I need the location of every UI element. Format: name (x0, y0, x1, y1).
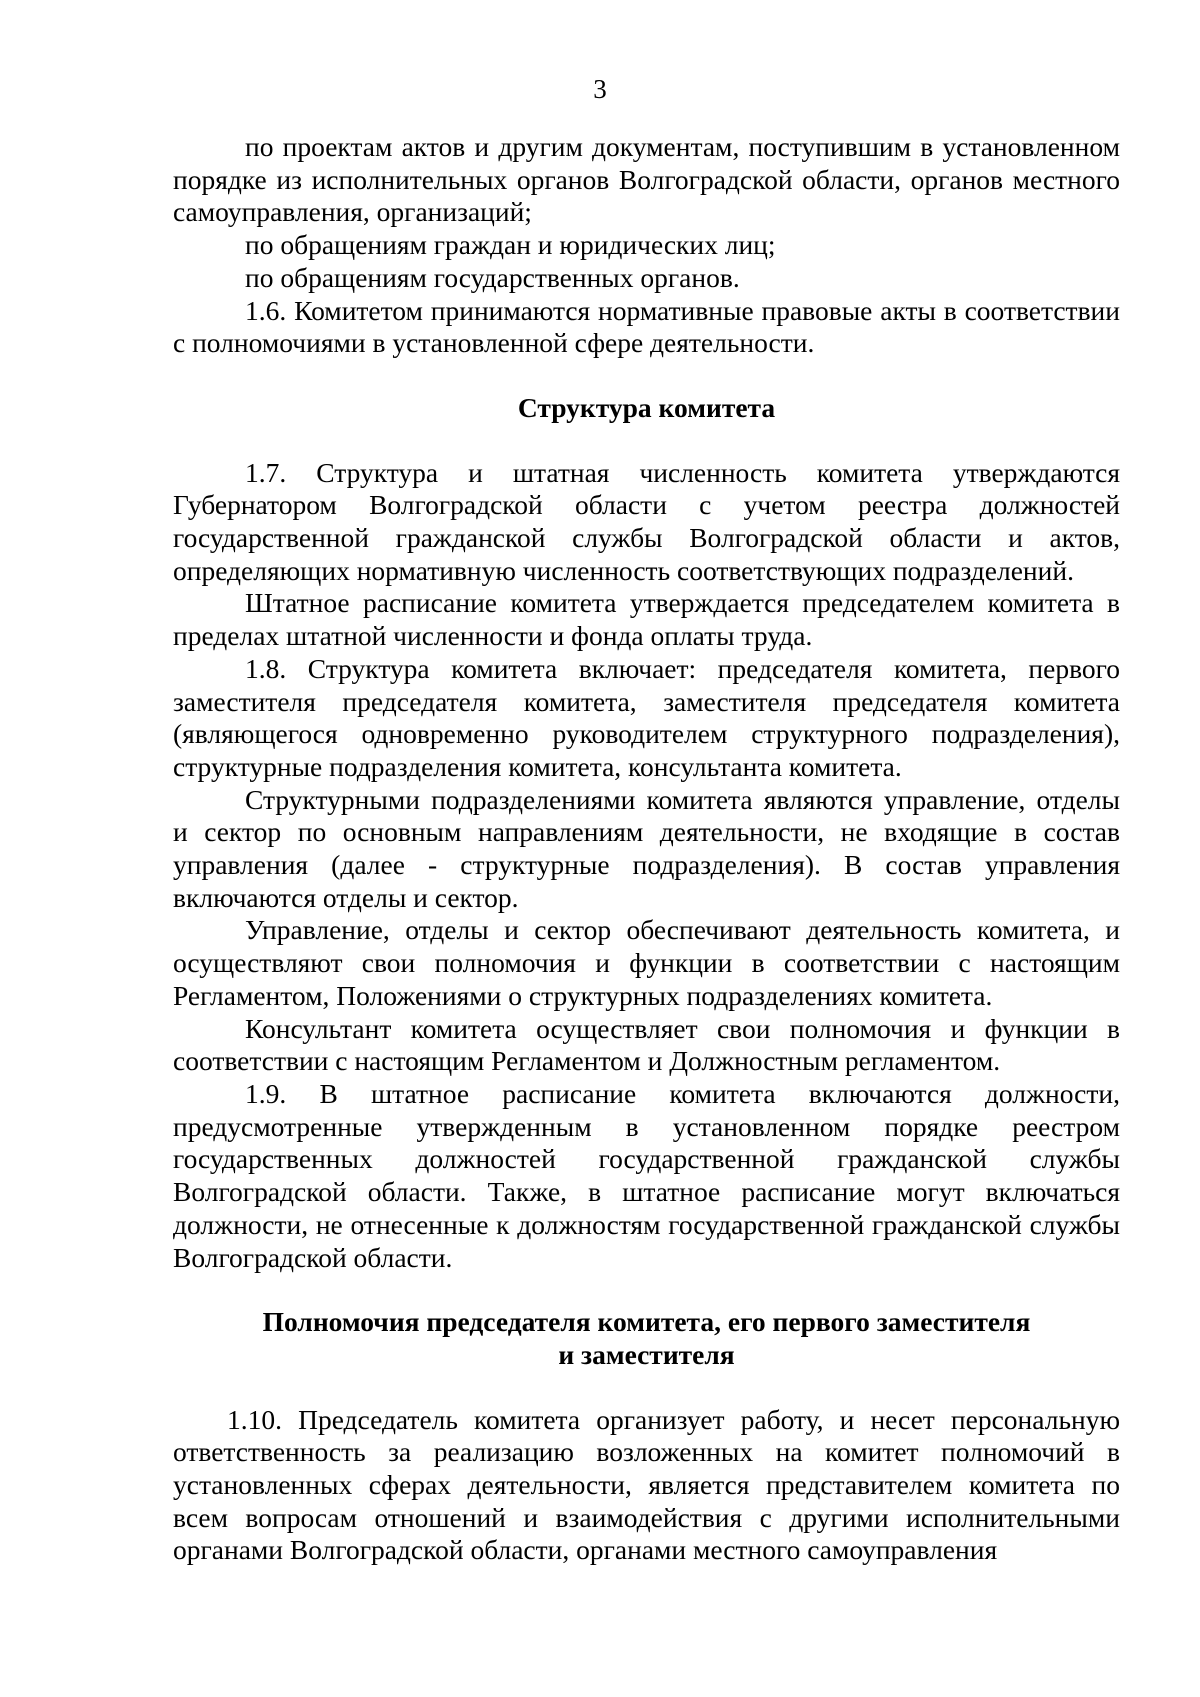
paragraph-1-6: 1.6. Комитетом принимаются нормативные правовые акты в соответствии с полномочиями в установленной сфере деятельности. (173, 294, 1120, 359)
paragraph-1-9: 1.9. В штатное расписание комитета включаются должности, предусмотренные утвержденным в установленном порядке реестром государственных должностей государственной гражданской службы Волгоградской области. Также, в штатное расписание могут включаться должности, не отнесенные к должностям государственной гражданской службы Волгоградской области. (173, 1077, 1120, 1273)
paragraph-citizens-appeals: по обращениям граждан и юридических лиц; (245, 229, 776, 261)
paragraph-consultant: Консультант комитета осуществляет свои полномочия и функции в соответствии с настоящим Регламентом и Должностным регламентом. (173, 1012, 1120, 1077)
section-heading-powers-line-2: и заместителя (558, 1338, 735, 1370)
spacer (173, 360, 1120, 392)
section-heading-powers-line-1: Полномочия председателя комитета, его первого заместителя (262, 1306, 1031, 1338)
document-body (173, 131, 1120, 1567)
paragraph-1-7: 1.7. Структура и штатная численность комитета утверждаются Губернатором Волгоградской области с учетом реестра должностей государственной гражданской службы Волгоградской области и актов, определяющих нормативную численность соответствующих подразделений. (173, 456, 1120, 586)
paragraph-1-10: 1.10. Председатель комитета организует работу, и несет персональную ответственность за реализацию возложенных на комитет полномочий в установленных сферах деятельности, является представителем комитета по всем вопросам отношений и взаимодействия с другими исполнительными органами Волгоградской области, органами местного самоуправления (173, 1403, 1120, 1566)
spacer (173, 425, 1120, 457)
paragraph-projects: по проектам актов и другим документам, поступившим в установленном порядке из исполнительных органов Волгоградской области, органов местного самоуправления, организаций; (173, 131, 1120, 228)
paragraph-structural-units: Структурными подразделениями комитета являются управление, отделы и сектор по основным направлениям деятельности, не входящие в состав управления (далее - структурные подразделения). В состав управления включаются отделы и сектор. (173, 783, 1120, 913)
paragraph-state-bodies-appeals: по обращениям государственных органов. (245, 261, 740, 293)
paragraph-1-8: 1.8. Структура комитета включает: председателя комитета, первого заместителя председателя комитета, заместителя председателя комитета (являющегося одновременно руководителем структурного подразделения), структурные подразделения комитета, консультанта комитета. (173, 652, 1120, 782)
paragraph-department-duties: Управление, отделы и сектор обеспечивают деятельность комитета, и осуществляют свои полномочия и функции в соответствии с настоящим Регламентом, Положениями о структурных подразделениях комитета. (173, 914, 1120, 1011)
spacer (173, 1372, 1120, 1404)
paragraph-staffing-schedule: Штатное расписание комитета утверждается председателем комитета в пределах штатной численности и фонда оплаты труда. (173, 587, 1120, 652)
page-number: 3 (593, 74, 607, 104)
section-heading-structure: Структура комитета (517, 391, 776, 423)
spacer (173, 1274, 1120, 1306)
